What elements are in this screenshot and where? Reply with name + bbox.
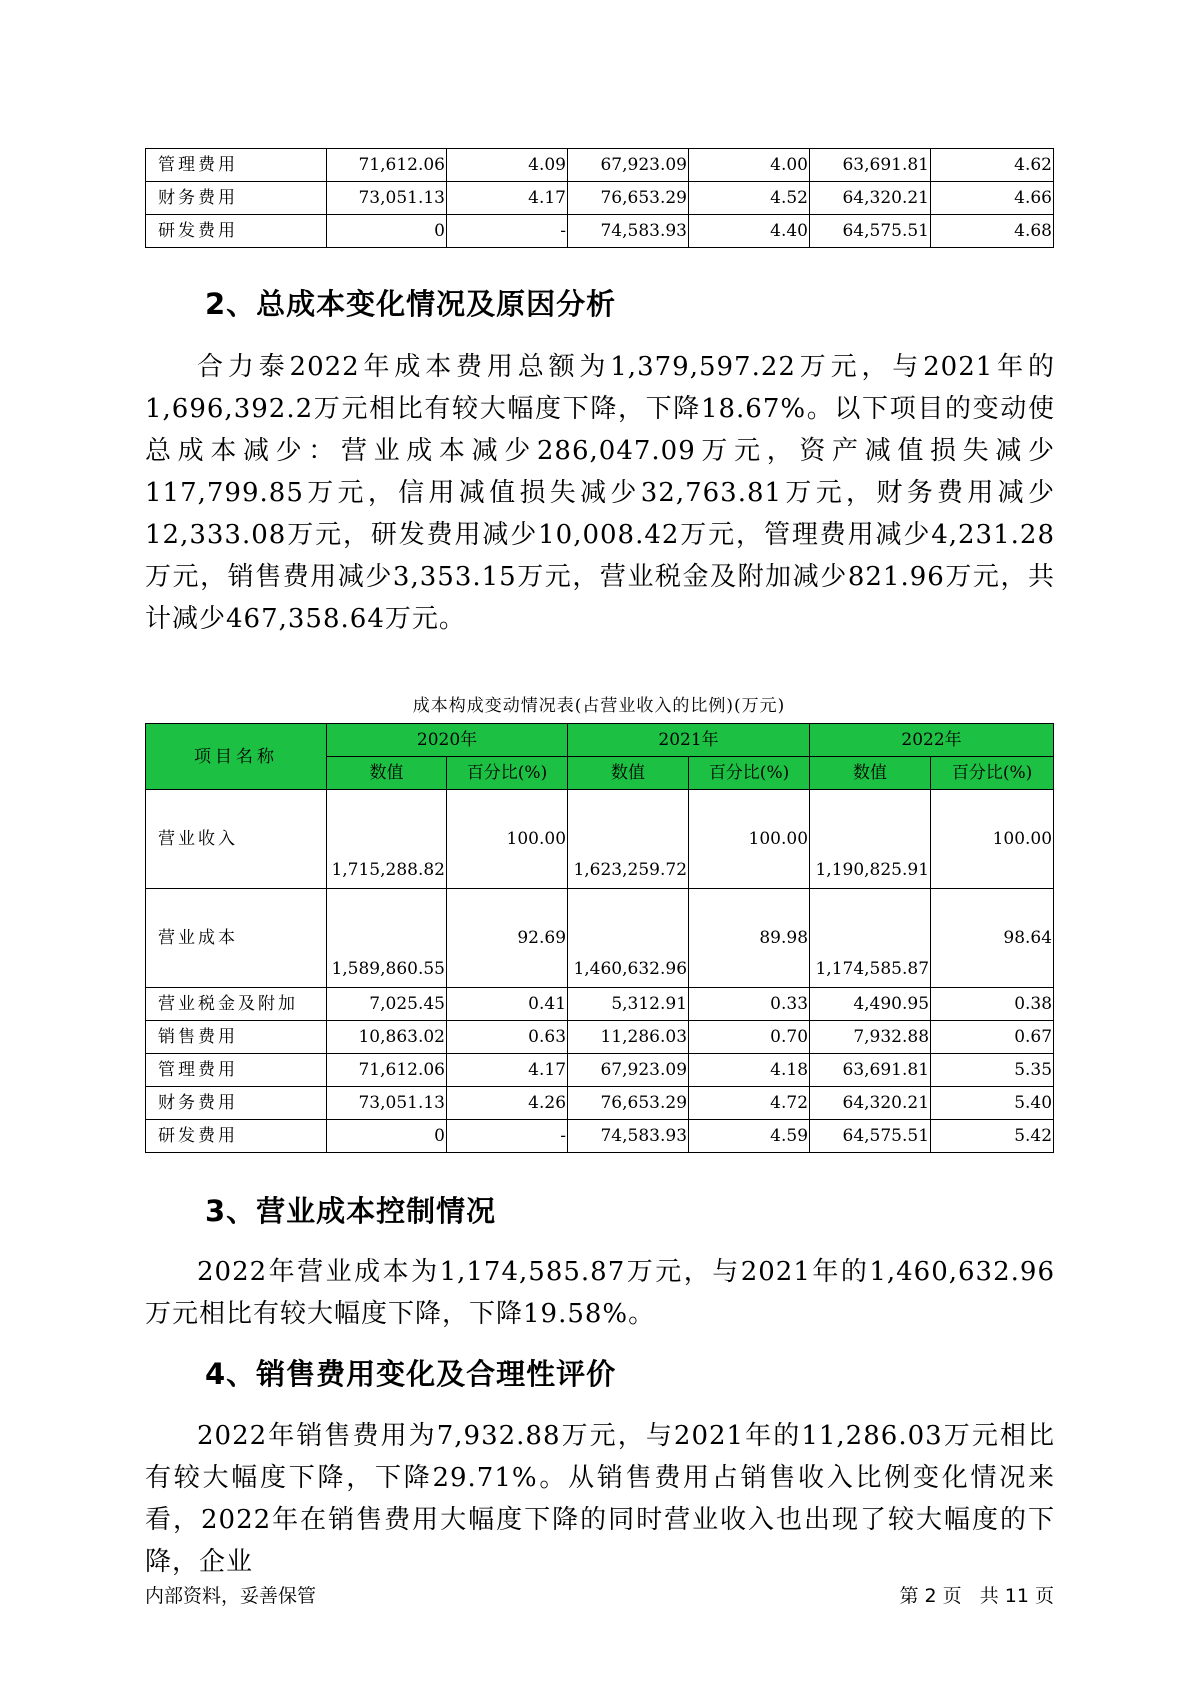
cell-percent: 4.52	[689, 182, 810, 215]
cell-value: 11,286.03	[568, 1021, 689, 1054]
header-percent: 百分比(%)	[931, 757, 1054, 790]
cell-percent: 4.00	[689, 149, 810, 182]
section-heading: 2、总成本变化情况及原因分析	[205, 287, 617, 321]
row-name: 财务费用	[146, 1087, 327, 1120]
row-name: 销售费用	[146, 1021, 327, 1054]
row-name: 财务费用	[146, 182, 327, 215]
cell-value: 64,575.51	[810, 1120, 931, 1153]
section-paragraph: 2022年销售费用为7,932.88万元，与2021年的11,286.03万元相比有较大幅度下降，下降29.71%。从销售费用占销售收入比例变化情况来看，2022年在销售费用大幅度下降的同时营业收入也出现了较大幅度的下降，企业	[145, 1421, 1055, 1577]
table-caption: 成本构成变动情况表(占营业收入的比例)(万元)	[412, 696, 786, 716]
cell-value: 7,932.88	[810, 1021, 931, 1054]
table-row	[146, 790, 1054, 889]
row-name: 研发费用	[146, 215, 327, 248]
header-percent: 百分比(%)	[689, 757, 810, 790]
table-row	[146, 182, 1054, 215]
top-table	[145, 148, 1054, 248]
cell-value: 64,320.21	[810, 1087, 931, 1120]
cell-value: 74,583.93	[568, 1120, 689, 1153]
cell-value: 1,174,585.87	[815, 959, 930, 979]
cell-value: 67,923.09	[568, 149, 689, 182]
header-row	[146, 724, 1054, 757]
cell-value: 63,691.81	[810, 1054, 931, 1087]
cell-percent: 4.26	[447, 1087, 568, 1120]
cell-value: 1,715,288.82	[331, 860, 445, 880]
cell-percent: -	[447, 1120, 568, 1153]
section-heading: 4、销售费用变化及合理性评价	[205, 1357, 617, 1391]
cell-percent: 5.42	[931, 1120, 1054, 1153]
header-year: 2020年	[327, 724, 568, 757]
cell-percent: 4.62	[931, 149, 1054, 182]
section-paragraph: 合力泰2022年成本费用总额为1,379,597.22万元，与2021年的1,696,392.2万元相比有较大幅度下降，下降18.67%。以下项目的变动使总成本减少：营业成本减少286,047.09万元，资产减值损失减少117,799.85万元，信用减值损失减少32,763.81万元，财务费用减少12,333.08万元，研发费用减少10,008.42万元，管理费用减少4,231.28万元，销售费用减少3,353.15万元，营业税金及附加减少821.96万元，共计减少467,358.64万元。	[145, 352, 1055, 634]
cell-value: 76,653.29	[568, 182, 689, 215]
cell-value: 1,190,825.91	[815, 860, 930, 880]
cell-percent: 4.40	[689, 215, 810, 248]
cell-value: 73,051.13	[327, 182, 447, 215]
row-name: 管理费用	[146, 1054, 327, 1087]
cost-composition-table	[145, 723, 1054, 1153]
table-row	[146, 1021, 1054, 1054]
cell-percent: 4.59	[689, 1120, 810, 1153]
cell-percent: 4.18	[689, 1054, 810, 1087]
cell-value: 7,025.45	[327, 988, 447, 1021]
row-name: 研发费用	[146, 1120, 327, 1153]
row-name: 营业收入	[146, 790, 327, 889]
cell-percent: 0.70	[689, 1021, 810, 1054]
row-name: 管理费用	[146, 149, 327, 182]
cell-value: 71,612.06	[327, 1054, 447, 1087]
cell-value: 63,691.81	[810, 149, 931, 182]
cell-value: 67,923.09	[568, 1054, 689, 1087]
cell-value: 10,863.02	[327, 1021, 447, 1054]
header-year: 2022年	[810, 724, 1054, 757]
cell-percent: 100.00	[689, 790, 810, 889]
cell-percent: 100.00	[931, 790, 1054, 889]
cell-percent: 0.38	[931, 988, 1054, 1021]
cell-percent: 4.09	[447, 149, 568, 182]
section-paragraph: 2022年营业成本为1,174,585.87万元，与2021年的1,460,632.96万元相比有较大幅度下降，下降19.58%。	[145, 1257, 1055, 1329]
cell-percent: 0.63	[447, 1021, 568, 1054]
table-row	[146, 1120, 1054, 1153]
cell-percent: 0.67	[931, 1021, 1054, 1054]
header-percent: 百分比(%)	[447, 757, 568, 790]
cell-value: 1,589,860.55	[331, 959, 445, 979]
table-row	[146, 215, 1054, 248]
cell-percent: 100.00	[447, 790, 568, 889]
cell-percent: 4.66	[931, 182, 1054, 215]
cell-percent: 0.41	[447, 988, 568, 1021]
cell-percent: 92.69	[447, 889, 568, 988]
cell-value: 1,623,259.72	[573, 860, 688, 880]
cell-value: 64,320.21	[810, 182, 931, 215]
cell-percent: 5.40	[931, 1087, 1054, 1120]
table-row	[146, 1087, 1054, 1120]
cell-value: 73,051.13	[327, 1087, 447, 1120]
header-year: 2021年	[568, 724, 810, 757]
cell-value: 64,575.51	[810, 215, 931, 248]
header-value: 数值	[568, 757, 689, 790]
row-name: 营业成本	[146, 889, 327, 988]
footer-confidential: 内部资料，妥善保管	[145, 1585, 317, 1607]
table-row	[146, 889, 1054, 988]
cell-percent: -	[447, 215, 568, 248]
cell-value: 1,460,632.96	[573, 959, 688, 979]
cell-value: 5,312.91	[568, 988, 689, 1021]
cell-percent: 4.17	[447, 1054, 568, 1087]
cell-value: 71,612.06	[327, 149, 447, 182]
cell-percent: 5.35	[931, 1054, 1054, 1087]
cell-percent: 0.33	[689, 988, 810, 1021]
table-row	[146, 1054, 1054, 1087]
row-name: 营业税金及附加	[146, 988, 327, 1021]
header-value: 数值	[810, 757, 931, 790]
table-row	[146, 988, 1054, 1021]
header-value: 数值	[327, 757, 447, 790]
cell-value: 0	[327, 215, 447, 248]
cell-value: 76,653.29	[568, 1087, 689, 1120]
cell-percent: 98.64	[931, 889, 1054, 988]
table-row	[146, 149, 1054, 182]
cell-percent: 89.98	[689, 889, 810, 988]
cell-value: 74,583.93	[568, 215, 689, 248]
cell-percent: 4.17	[447, 182, 568, 215]
footer-page-number: 第 2 页 共 11 页	[899, 1585, 1054, 1607]
cell-percent: 4.68	[931, 215, 1054, 248]
cell-value: 0	[327, 1120, 447, 1153]
header-project: 项目名称	[146, 724, 327, 790]
section-heading: 3、营业成本控制情况	[205, 1194, 497, 1228]
cell-value: 4,490.95	[810, 988, 931, 1021]
cell-percent: 4.72	[689, 1087, 810, 1120]
